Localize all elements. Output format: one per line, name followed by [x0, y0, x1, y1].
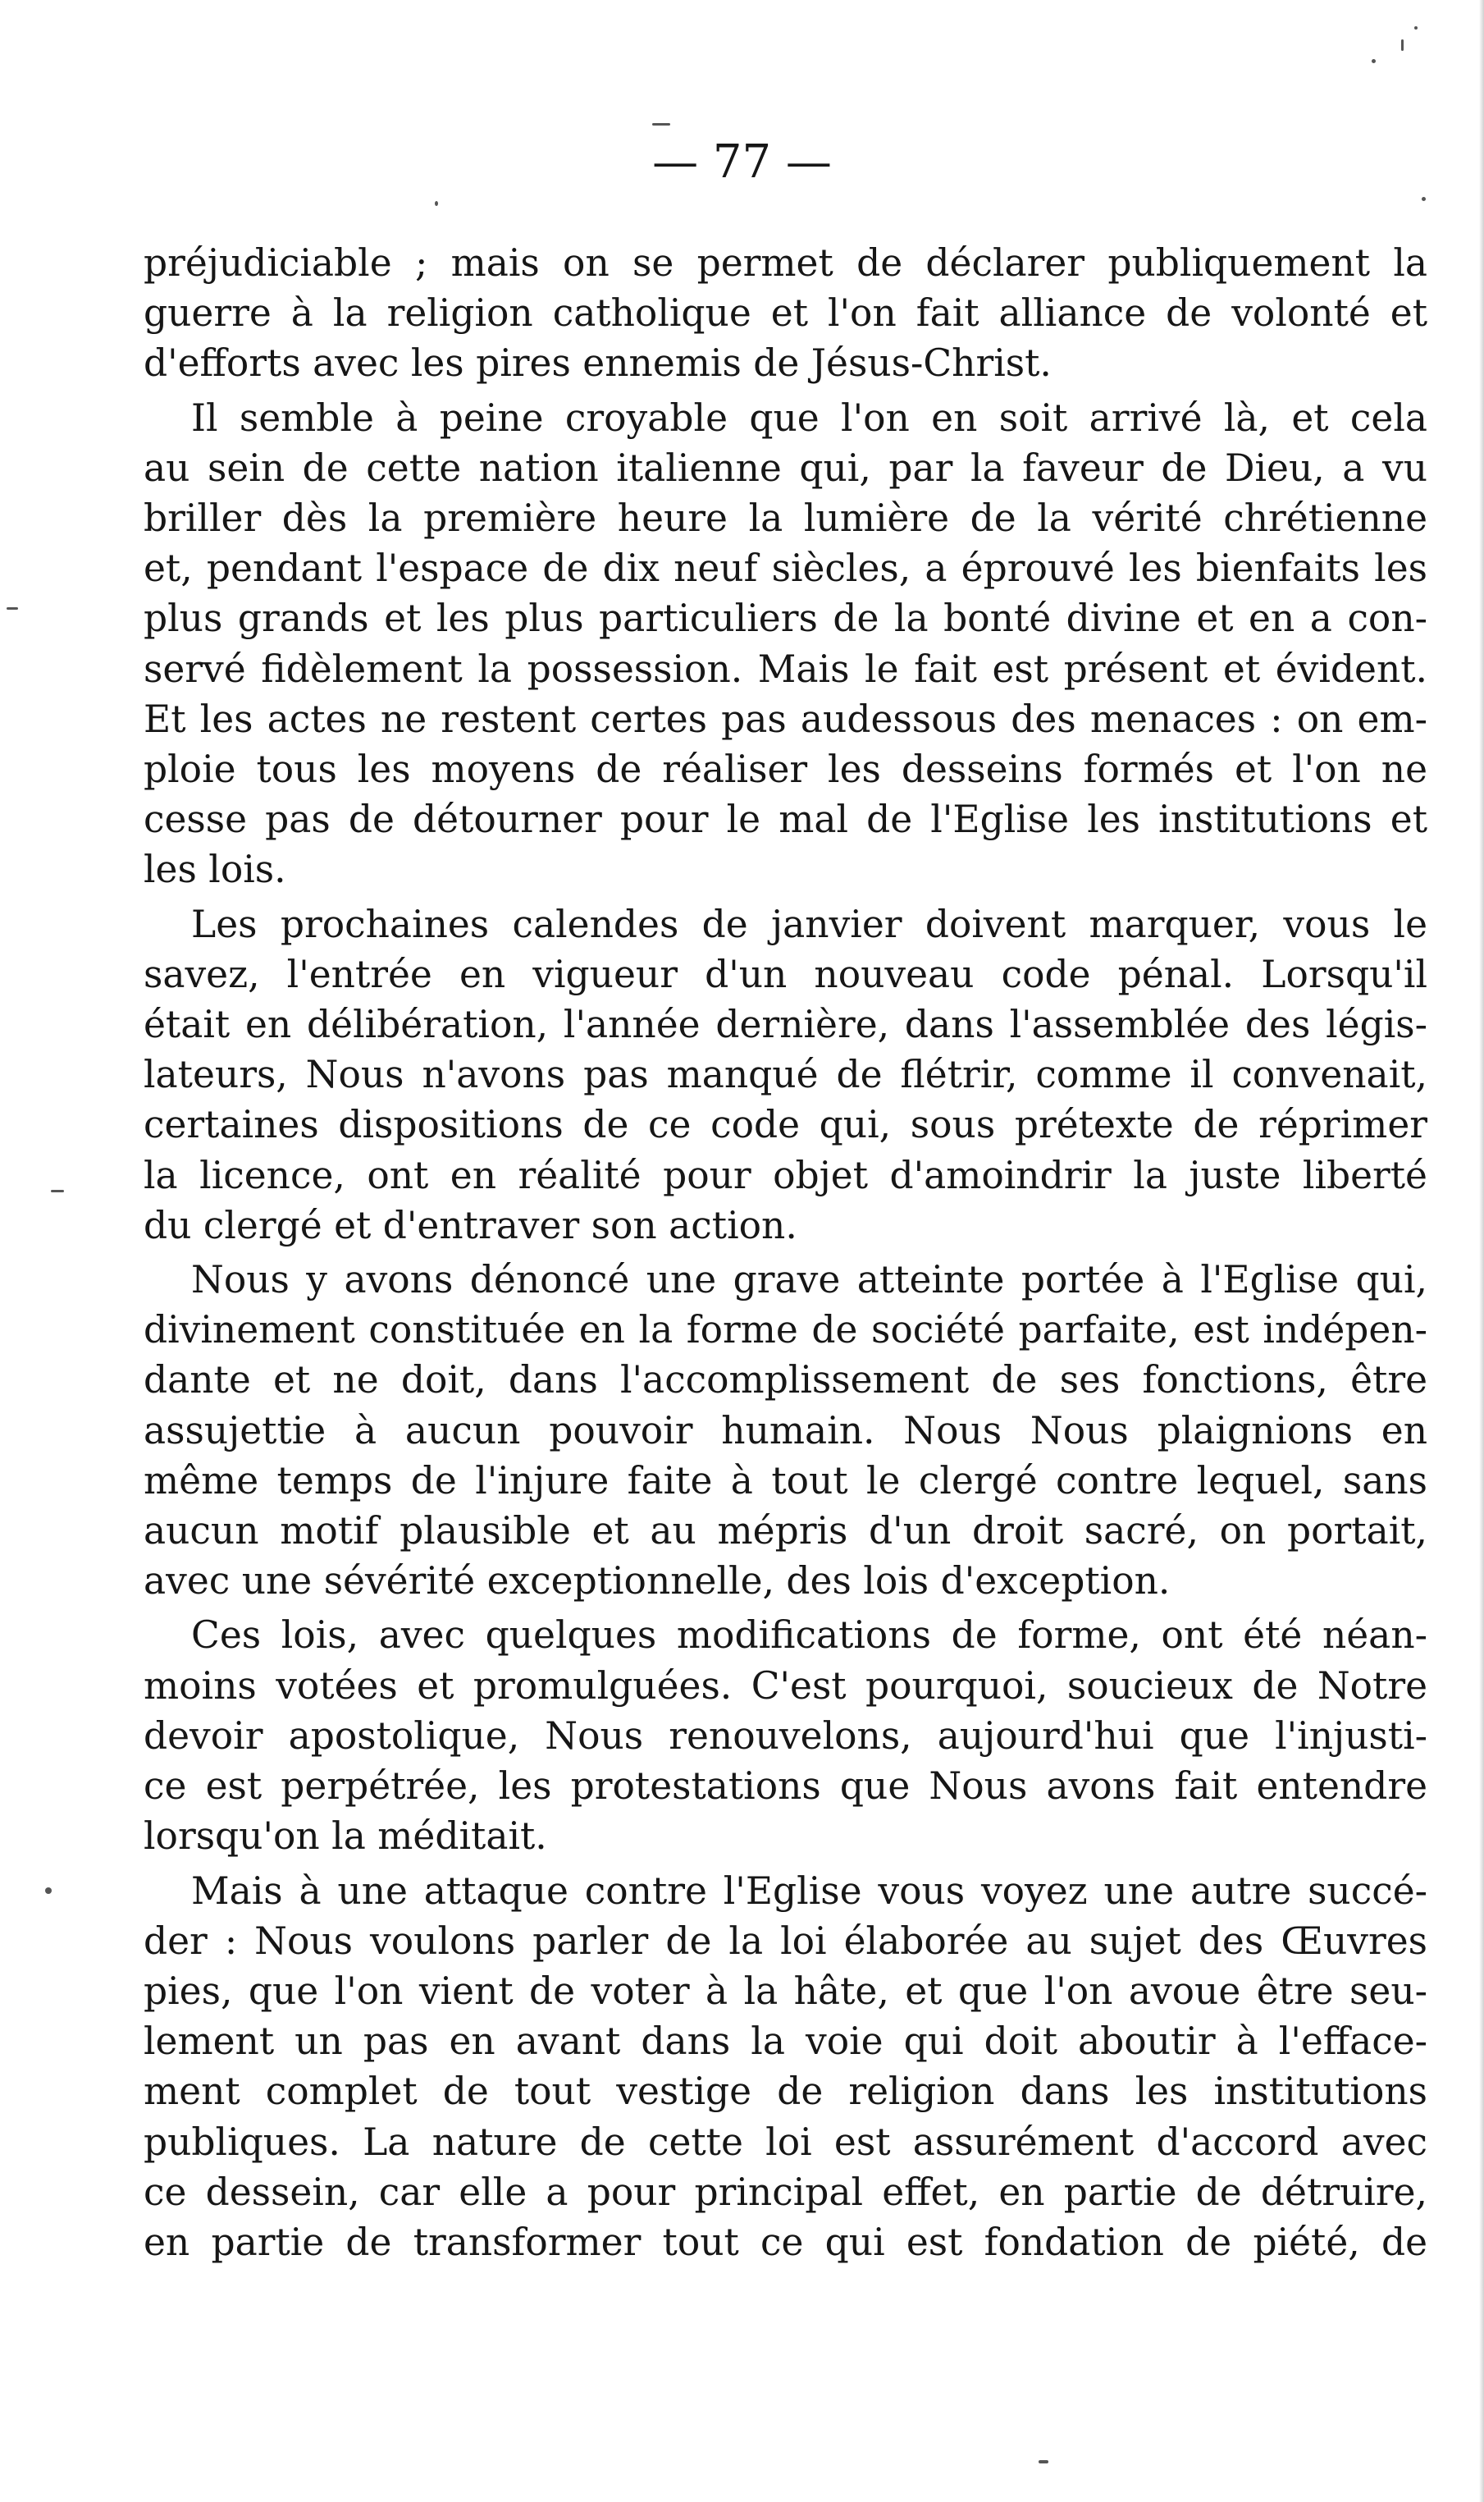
text-line: lement un pas en avant dans la voie qui doit aboutir à l'efface- [144, 2019, 1427, 2064]
ink-speck [1414, 26, 1418, 30]
page-number: — 77 — [652, 135, 832, 189]
text-line: savez, l'entrée en vigueur d'un nouveau code pénal. Lorsqu'il [144, 952, 1427, 996]
paragraph [144, 1255, 1427, 1606]
ink-speck [45, 1887, 52, 1894]
text-line: Les prochaines calendes de janvier doivent marquer, vous le [191, 902, 1427, 946]
text-line: pies, que l'on vient de voter à la hâte, et que l'on avoue être seu- [144, 1969, 1427, 2013]
text-line: der : Nous voulons parler de la loi élaborée au sujet des Œuvres [144, 1919, 1427, 1963]
text-line: même temps de l'injure faite à tout le clergé contre lequel, sans [144, 1458, 1427, 1503]
text-line: ment complet de tout vestige de religion dans les institutions [144, 2070, 1427, 2114]
text-line: plus grands et les plus particuliers de la bonté divine et en a con- [144, 597, 1427, 641]
text-line: dante et ne doit, dans l'accomplissement de ses fonctions, être [144, 1358, 1427, 1402]
text-line: servé fidèlement la possession. Mais le fait est présent et évident. [144, 647, 1427, 691]
ink-speck [1422, 197, 1426, 201]
text-line: ce est perpétrée, les protestations que Nous avons fait entendre [144, 1764, 1427, 1809]
ink-speck [435, 201, 438, 206]
text-line: Il semble à peine croyable que l'on en soit arrivé là, et cela [191, 396, 1427, 440]
text-line: aucun motif plausible et au mépris d'un droit sacré, on portait, [144, 1509, 1427, 1553]
ink-speck [7, 607, 18, 610]
text-line: divinement constituée en la forme de société parfaite, est indépen- [144, 1308, 1427, 1352]
text-line: ploie tous les moyens de réaliser les desseins formés et l'on ne [144, 748, 1427, 792]
text-line: en partie de transformer tout ce qui est fondation de piété, de [144, 2220, 1427, 2264]
text-line: cesse pas de détourner pour le mal de l'Eglise les institutions et [144, 798, 1427, 842]
paragraph [144, 393, 1427, 895]
text-line: la licence, ont en réalité pour objet d'amoindrir la juste liberté [144, 1153, 1427, 1197]
text-line: et, pendant l'espace de dix neuf siècles, a éprouvé les bienfaits les [144, 547, 1427, 591]
text-line: d'efforts avec les pires ennemis de Jésus-Christ. [144, 341, 1052, 386]
text-line: Et les actes ne restent certes pas audessous des menaces : on em- [144, 697, 1427, 741]
text-line: publiques. La nature de cette loi est assurément d'accord avec [144, 2120, 1427, 2164]
text-line: préjudiciable ; mais on se permet de déclarer publiquement la [144, 241, 1427, 285]
text-line: moins votées et promulguées. C'est pourquoi, soucieux de Notre [144, 1663, 1427, 1708]
text-line: avec une sévérité exceptionnelle, des lois d'exception. [144, 1559, 1171, 1603]
paragraph [144, 899, 1427, 1251]
text-line: assujettie à aucun pouvoir humain. Nous Nous plaignions en [144, 1408, 1427, 1452]
ink-speck [1039, 2460, 1048, 2463]
text-line: certaines dispositions de ce code qui, sous prétexte de réprimer [144, 1103, 1427, 1147]
text-line: lorsqu'on la méditait. [144, 1814, 547, 1859]
text-line: ce dessein, car elle a pour principal effet, en partie de détruire, [144, 2170, 1427, 2214]
ink-speck [1372, 59, 1376, 63]
text-line: du clergé et d'entraver son action. [144, 1203, 797, 1247]
ink-speck [652, 123, 670, 126]
text-line: Nous y avons dénoncé une grave atteinte portée à l'Eglise qui, [191, 1258, 1427, 1302]
page-edge-shadow [1479, 0, 1484, 2502]
paragraph [144, 238, 1427, 389]
text-line: les lois. [144, 848, 286, 892]
ink-speck [51, 1190, 64, 1192]
text-line: briller dès la première heure la lumière de la vérité chrétienne [144, 496, 1427, 541]
text-line: lateurs, Nous n'avons pas manqué de flétrir, comme il convenait, [144, 1053, 1427, 1097]
text-line: Mais à une attaque contre l'Eglise vous voyez une autre succé- [191, 1868, 1427, 1913]
text-line: devoir apostolique, Nous renouvelons, aujourd'hui que l'injusti- [144, 1713, 1427, 1758]
text-line: Ces lois, avec quelques modifications de forme, ont été néan- [191, 1613, 1427, 1658]
text-line: au sein de cette nation italienne qui, par la faveur de Dieu, a vu [144, 446, 1427, 490]
paragraph [144, 1866, 1427, 2268]
text-line: guerre à la religion catholique et l'on fait alliance de volonté et [144, 291, 1427, 336]
ink-speck [1401, 39, 1404, 51]
paragraph [144, 1610, 1427, 1861]
body-text [144, 238, 1427, 2271]
text-line: était en délibération, l'année dernière, dans l'assemblée des légis- [144, 1003, 1427, 1047]
